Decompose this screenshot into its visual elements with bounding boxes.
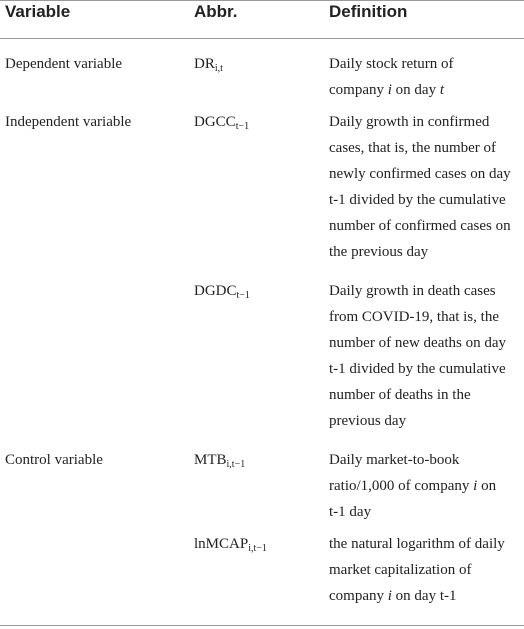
row-3-abbr: $DGDC_{t-1}$ <box>194 283 250 301</box>
bottom-rule <box>0 625 524 626</box>
row-4-definition: Daily market-to-book ratio/1,000 of company i on t-1 day <box>329 452 497 520</box>
row-1-variable: Dependent variable <box>5 56 123 72</box>
row-5-definition: the natural logarithm of daily market capitalization of company i on day t-1 <box>329 536 505 604</box>
row-4-abbr: $MTB_{i,t-1}$ <box>194 452 246 470</box>
row-3-definition: Daily growth in death cases from COVID-19, that is, the number of new deaths on day t-1 divided by the cumulative number of deaths in the previous day <box>329 283 507 429</box>
row-1-abbr: $DR_{i,t}$ <box>194 56 223 74</box>
row-2-abbr: $DGCC_{t-1}$ <box>194 114 250 132</box>
row-2-definition: Daily growth in confirmed cases, that is, the number of newly confirmed cases on day t-1 divided by the cumulative number of confirmed cases on the previous day <box>329 114 511 260</box>
row-5-abbr: lnMCAP$_{i,t-1}$ <box>194 536 267 554</box>
header-abbr: Abbr. <box>194 2 238 21</box>
header-variable: Variable <box>5 2 71 21</box>
row-1-definition: Daily stock return of company i on day t <box>329 56 454 98</box>
header-definition: Definition <box>329 2 408 21</box>
row-4-variable: Control variable <box>5 452 103 468</box>
top-rule <box>0 0 524 1</box>
header-rule <box>0 38 524 39</box>
row-2-variable: Independent variable <box>5 114 132 130</box>
